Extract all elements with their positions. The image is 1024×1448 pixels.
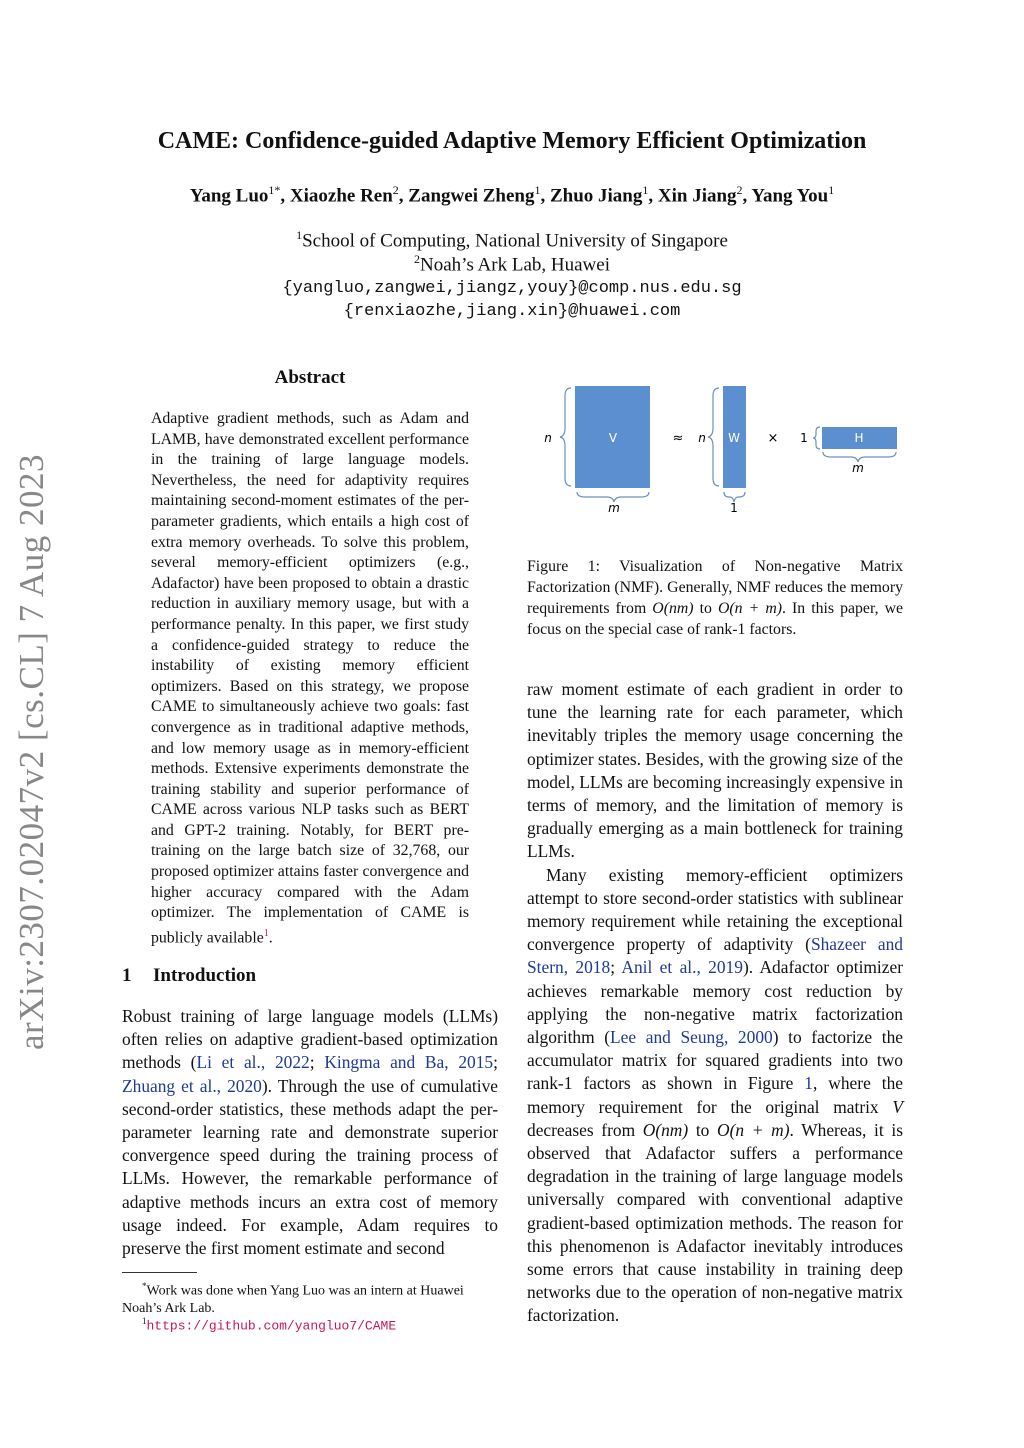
abstract-heading: Abstract: [274, 367, 346, 388]
math-expression: O(nm): [642, 1119, 689, 1140]
intro-left-paragraph: [122, 1005, 498, 1260]
text-run: ). Through the use of cumulative second-order statistics, these methods adapt the per-parameter learning rate and demonstrate superior convergence speed during the training process of LLMs. However, the remarkable performance of adaptive methods incurs an extra cost of memory usage indeed. For example, Adam requires to preserve the first moment estimate and second: [122, 1075, 498, 1259]
author: Xin Jiang: [657, 185, 737, 207]
matrix-h-label: H: [854, 431, 864, 445]
math-expression: V: [892, 1096, 903, 1117]
text-run: . Whereas, it is observed that Adafactor suffers a performance degradation in the training of large language models universally compared with conventional adaptive gradient-based optimization methods. The reason for this phenomenon is Adafactor inevitably introduces some errors that cause instability in training deep networks due to the operation of non-negative matrix factorization.: [527, 1119, 903, 1326]
citation-link[interactable]: Zhuang et al., 2020: [122, 1075, 262, 1096]
text-run: to: [693, 600, 718, 617]
brace-w-left: [708, 388, 719, 486]
dim-m-label: m: [852, 461, 864, 475]
text-run: to: [688, 1119, 718, 1140]
paragraph: [527, 864, 903, 1328]
footnote-mark: 1: [142, 1316, 147, 1326]
nmf-figure: [527, 378, 907, 518]
brace-h-left: [813, 427, 820, 449]
math-expression: O(n + m): [717, 600, 782, 617]
author: Yang Luo: [189, 185, 269, 207]
text-run: decreases from: [527, 1119, 643, 1140]
citation-link[interactable]: Anil et al., 2019: [621, 957, 743, 978]
text-run: ). Adafactor optimizer achieves remarkable memory cost reduction by applying the non-negative matrix factorization algorithm (: [527, 957, 903, 1048]
intro-right-column: [527, 678, 903, 1328]
text-run: ;: [493, 1052, 498, 1073]
footnote-rule: [122, 1272, 197, 1273]
matrix-v-label: V: [608, 431, 618, 445]
dim-one-label: 1: [800, 431, 808, 445]
text-run: Figure 1: Visualization of Non-negative Matrix Factorization (NMF). Generally, NMF reduces the memory requirements from: [527, 558, 903, 617]
text-run: Many existing memory-efficient optimizers attempt to store second-order statistics with sublinear memory requirement while retaining the exceptional convergence property of adaptivity (: [527, 864, 903, 955]
text-run: ;: [309, 1052, 325, 1073]
math-expression: O(nm): [652, 600, 694, 617]
email-2: {renxiaozhe,jiang.xin}@huawei.com: [343, 302, 681, 321]
abstract-end: .: [268, 929, 273, 947]
citation-link[interactable]: Li et al., 2022: [196, 1052, 310, 1073]
abstract-text: Adaptive gradient methods, such as Adam and LAMB, have demonstrated excellent performance in the training of large language models. Nevertheless, the need for adaptivity requires maintaining second-moment estimates of the per-parameter gradients, which entails a high cost of extra memory overheads. To solve this problem, several memory-efficient optimizers (e.g., Adafactor) have been proposed to obtain a drastic reduction in auxiliary memory usage, but with a performance penalty. In this paper, we first study a confidence-guided strategy to reduce the instability of existing memory efficient optimizers. Based on this strategy, we propose CAME to simultaneously achieve two goals: fast convergence as in traditional adaptive methods, and low memory usage as in memory-efficient methods. Extensive experiments demonstrate the training stability and superior performance of CAME across various NLP tasks such as BERT and GPT-2 training. Notably, for BERT pre-training on the large batch size of 32,768, our proposed optimizer attains faster convergence and higher accuracy compared with the Adam optimizer. The implementation of CAME is publicly available: [151, 410, 469, 947]
author-mark: 1: [828, 183, 835, 197]
math-expression: O(n + m): [717, 1119, 790, 1140]
author: Zangwei Zheng: [408, 185, 535, 207]
arxiv-stamp: arXiv:2307.02047v2 [cs.CL] 7 Aug 2023: [12, 454, 51, 1050]
section-title: Introduction: [153, 965, 257, 986]
section-number: 1: [122, 965, 132, 986]
text-run: ;: [610, 957, 622, 978]
citation-link[interactable]: Shazeer and Stern, 2018: [527, 934, 903, 978]
affiliation-2: [0, 252, 1024, 276]
email-1: {yangluo,zangwei,jiangz,youy}@comp.nus.edu.sg: [282, 279, 742, 298]
author-mark: 1*: [268, 183, 281, 197]
author-mark: 1: [642, 183, 649, 197]
author-mark: 2: [736, 183, 743, 197]
author: Yang You: [751, 185, 829, 207]
author-mark: 2: [392, 183, 399, 197]
affiliation-text: School of Computing, National University of Singapore: [302, 230, 728, 252]
text-run: . In this paper, we focus on the special case of rank-1 factors.: [527, 600, 904, 638]
author: Zhuo Jiang: [549, 185, 643, 207]
dim-n-label: n: [698, 431, 706, 445]
paper-title: CAME: Confidence-guided Adaptive Memory Efficient Optimization: [157, 128, 867, 154]
brace-v-left: [560, 388, 571, 486]
affiliation-text: Noah’s Ark Lab, Huawei: [420, 254, 610, 276]
matrix-w-label: W: [728, 431, 740, 445]
author: Xiaozhe Ren: [289, 185, 393, 207]
author-mark: 1: [534, 183, 541, 197]
figure-caption: [527, 556, 903, 640]
text-run: , where the memory requirement for the original matrix: [527, 1073, 903, 1117]
affiliation-mark: 1: [296, 228, 303, 242]
citation-link[interactable]: Kingma and Ba, 2015: [324, 1052, 494, 1073]
citation-link[interactable]: Lee and Seung, 2000: [610, 1027, 773, 1048]
footnote-mark: *: [142, 1281, 147, 1291]
text-run: Robust training of large language models (LLMs) often relies on adaptive gradient-based optimization methods (: [122, 1006, 498, 1073]
affiliation-mark: 2: [414, 252, 421, 266]
footnote-star: [122, 1278, 498, 1317]
affiliation-1: [0, 228, 1024, 252]
figure-ref-link[interactable]: 1: [804, 1073, 813, 1094]
paragraph: raw moment estimate of each gradient in order to tune the learning rate for each parameter, which inevitably triples the memory usage concerning the optimizer states. Besides, with the growing size of the model, LLMs are becoming increasingly expensive in terms of memory, and the limitation of memory is gradually emerging as a main bottleneck for training LLMs.: [527, 679, 903, 862]
footnote-text: Work was done when Yang Luo was an intern at Huawei Noah’s Ark Lab.: [122, 1283, 464, 1316]
footnote-one: [122, 1313, 498, 1335]
author-list: Yang Luo$^{1*}$, Xiaozhe Ren$^2$, Zangwei Zheng$^1$, Zhuo Jiang$^1$, Xin Jiang$^2$, Yang You$^1$: [189, 183, 835, 207]
text-run: ) to factorize the accumulator matrix for squared gradients into two rank-1 factors as shown in Figure: [527, 1027, 903, 1094]
github-link[interactable]: https://github.com/yangluo7/CAME: [146, 1318, 397, 1334]
dim-one-label: 1: [730, 501, 738, 515]
dim-n-label: n: [544, 431, 552, 445]
times-symbol: ×: [767, 431, 779, 446]
approx-symbol: ≈: [672, 431, 684, 446]
abstract-body: [151, 409, 469, 949]
section-heading: [122, 965, 256, 987]
dim-m-label: m: [608, 501, 620, 515]
footnote-ref[interactable]: 1: [263, 927, 269, 939]
